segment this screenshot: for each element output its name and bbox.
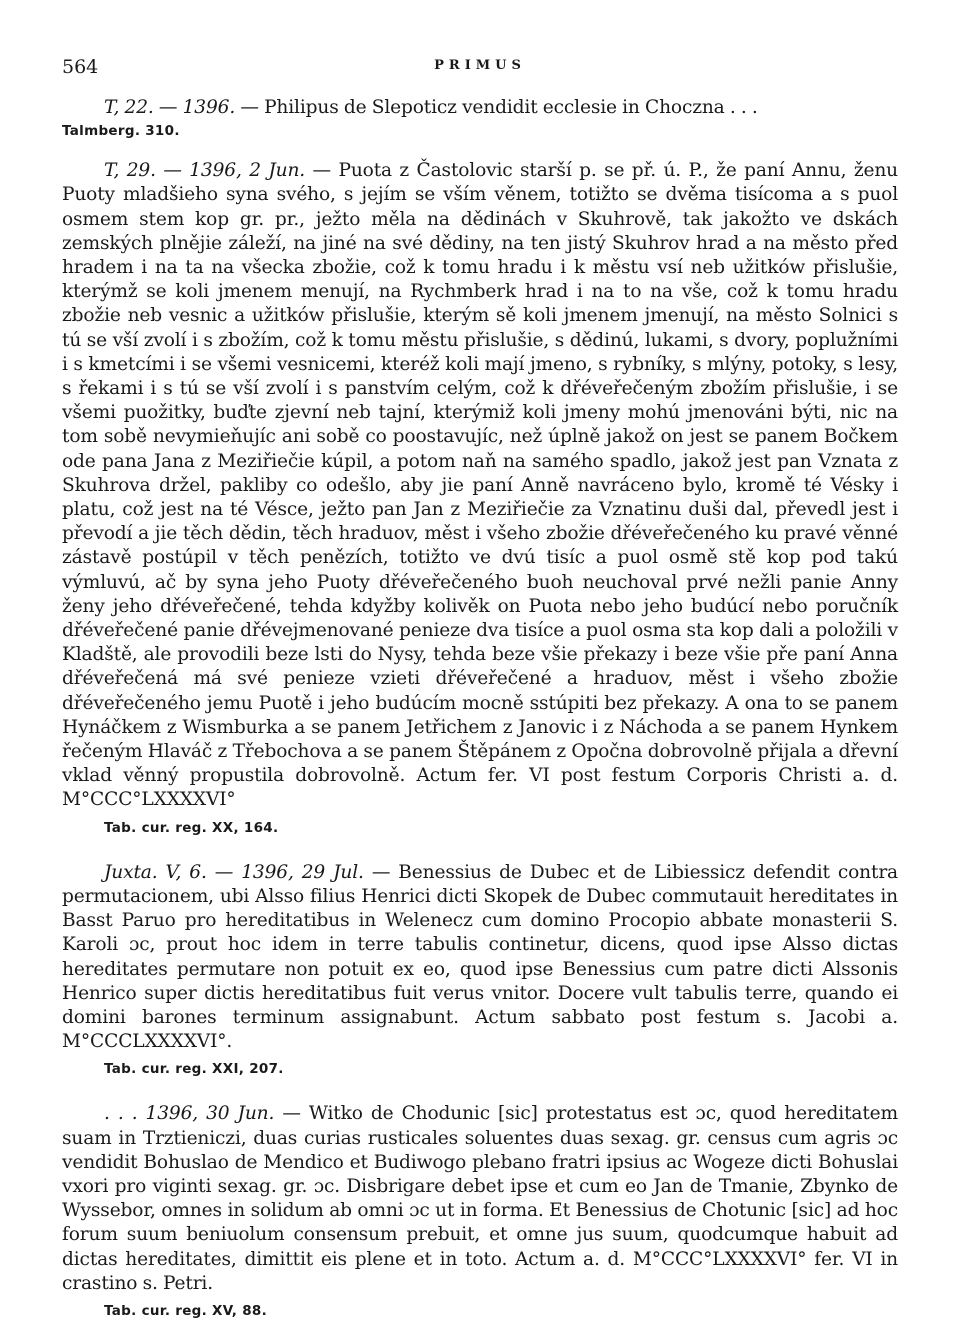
entry-body: — Puota z Častolovic starší p. se př. ú. P., že paní Annu, ženu Puoty mladšieho syna svého, s jejím se vším věnem, totižto se dvěma tisícoma a s puol osmem stem kop gr. pr., ježto měla na dědinách v Skuhrově, tak jakožto ve dskách zemských plnějie záleží, na jiné na své dědiny, na ten jistý Skuhrov hrad a na město před hradem i na ta na všecka zbožie, což k tomu hradu i k městu vsí neb užitków přislušie, kterýmž se koli jmenem menují, na Rychmberk hrad i na to na vše, což k tomu hradu zbožie neb vesnic a užitków přislušie, kterým sě koli jmenem jmenují, na město Solnici s tú se vší zvolí i s zbožím, což k tomu městu přislušie, s dědinú, lukami, s dvory, poplužními i s kmetcími i se všemi vesnicemi, kteréž koli mají jmeno, s rybníky, s mlýny, potoky, s lesy, s řekami i s tú se vší zvolí i s panstvím celým, což k dřéveřečeným zbožím přislušie, i se všemi puožitky, buďte zjevní neb tajní, kterýmiž koli jmeny mohú jmenováni býti, nic na tom sobě nevymieňujíc ani sobě co poostavujíc, než úplně jakož on jest se panem Bočkem ode pana Jana z Meziřiečie kúpil, a potom naň na samého spadlo, jakož jest pan Vznata z Skuhrova držel, pakliby co odešlo, aby jie paní Anně navráceno bylo, kromě té Vésky i platu, což jest na té Vésce, ježto pan Jan z Meziřiečie za Vznatinu duši dal, převedl jest i převodí a jie těch dědin, těch hraduov, měst i všeho zbožie dřéveřečeného ku pravé věnné zástavě postúpil v těch penězích, totižto ve dvú tisíc a puol osmě stě kop pod takú výmluvú, ač by syna jeho Puoty dřéveřečeného buoh neuchoval prvé nežli panie Anny ženy jeho dřéveřečené, tehda kdyžby kolivěk on Puota nebo jeho budúcí nebo poručník dřéveřečené panie dřévejmenované penieze dva tisíce a puol osma sta kop dali a položili v Kladště, ale provodili beze lsti do Nysy, tehda beze všie překazy i beze všie pře paní Anna dřéveřečená má své penieze vzieti dřéveřečené a hraduov, měst i všeho zbožie dřéveřečeného jemu Puotě i jeho budúcím mocně sstúpiti bez překazy. A ona to se panem Hynáčkem z Wismburka a se panem Jetřichem z Janovic i z Náchoda a se panem Hynkem řečeným Hlaváč z Třebochova a se panem Štěpánem z Opočna dobrovolně přijala a dřevní vklad věnný propustila dobrovolně. Actum fer. VI post festum Corporis Christi a. d. M°CCC°LXXXXVI° <box>62 160 898 811</box>
document-page <box>62 52 898 1322</box>
entry-reference: T, 29. — 1396, 2 Jun. <box>104 160 306 182</box>
entry-3 <box>62 861 898 1081</box>
entry-source: Talmberg. 310. <box>62 123 180 140</box>
entry-body: — Witko de Chodunic [sic] protestatus est ɔc, quod hereditatem suam in Trztieniczi, duas curias rusticales soluentes duas sexag. gr. census cum agris ɔc vendidit Bohuslao de Mendico et Budiwogo plebano fratri ipsius ac Wogeze dicti Bohuslai vxori pro viginti sexag. gr. ɔc. Disbrigare debet ipse et cum eo Jan de Tmanie, Zbynko de Wyssebor, omnes in solidum ab omni ɔc ut in forma. Et Benessius de Chotunic [sic] ad hoc forum suum beniuolum consensum prebuit, et omne jus suum, quodcumque habuit ad dictas hereditates, dimittit eis plene et in toto. Actum a. d. M°CCC°LXXXXVI° fer. VI in crastino s. Petri. <box>62 1103 898 1294</box>
page-number: 564 <box>62 56 99 78</box>
entry-4 <box>62 1102 898 1322</box>
entry-text <box>62 96 898 120</box>
entry-body: — Philipus de Slepoticz vendidit ecclesie in Choczna . . . <box>235 97 758 118</box>
page-header <box>62 52 898 82</box>
running-title: PRIMUS <box>434 58 526 73</box>
entry-body: — Benessius de Dubec et de Libiessicz defendit contra permutacionem, ubi Alsso filius Henrici dicti Skopek de Dubec commutauit hereditates in Basst Paruo pro hereditatibus in Welenecz cum domino Procopio abbate monasterii S. Karoli ɔc, prout hoc idem in terre tabulis continetur, dicens, quod ipse Alsso dictas hereditates permutare non potuit ex eo, quod ipse Benessius cum patre dicti Alssonis Henrico super dictis hereditatibus fuit verus vnitor. Docere vult tabulis terre, quando ei domini barones terminum assignabunt. Actum sabbato post festum s. Jacobi a. M°CCCLXXXXVI°. <box>62 861 898 1053</box>
entry-1 <box>62 96 898 142</box>
entry-reference: T, 22. — 1396. <box>104 97 236 118</box>
entry-reference: . . . 1396, 30 Jun. <box>104 1103 275 1125</box>
entry-source: Tab. cur. reg. XV, 88. <box>104 1302 268 1319</box>
entry-text <box>62 861 898 1055</box>
entry-text <box>62 1102 898 1296</box>
entry-source: Tab. cur. reg. XX, 164. <box>104 819 279 836</box>
entry-text <box>62 159 898 812</box>
entry-reference: Juxta. V, 6. — 1396, 29 Jul. <box>104 861 364 883</box>
entry-2 <box>62 159 898 838</box>
entry-source: Tab. cur. reg. XXI, 207. <box>104 1061 284 1078</box>
